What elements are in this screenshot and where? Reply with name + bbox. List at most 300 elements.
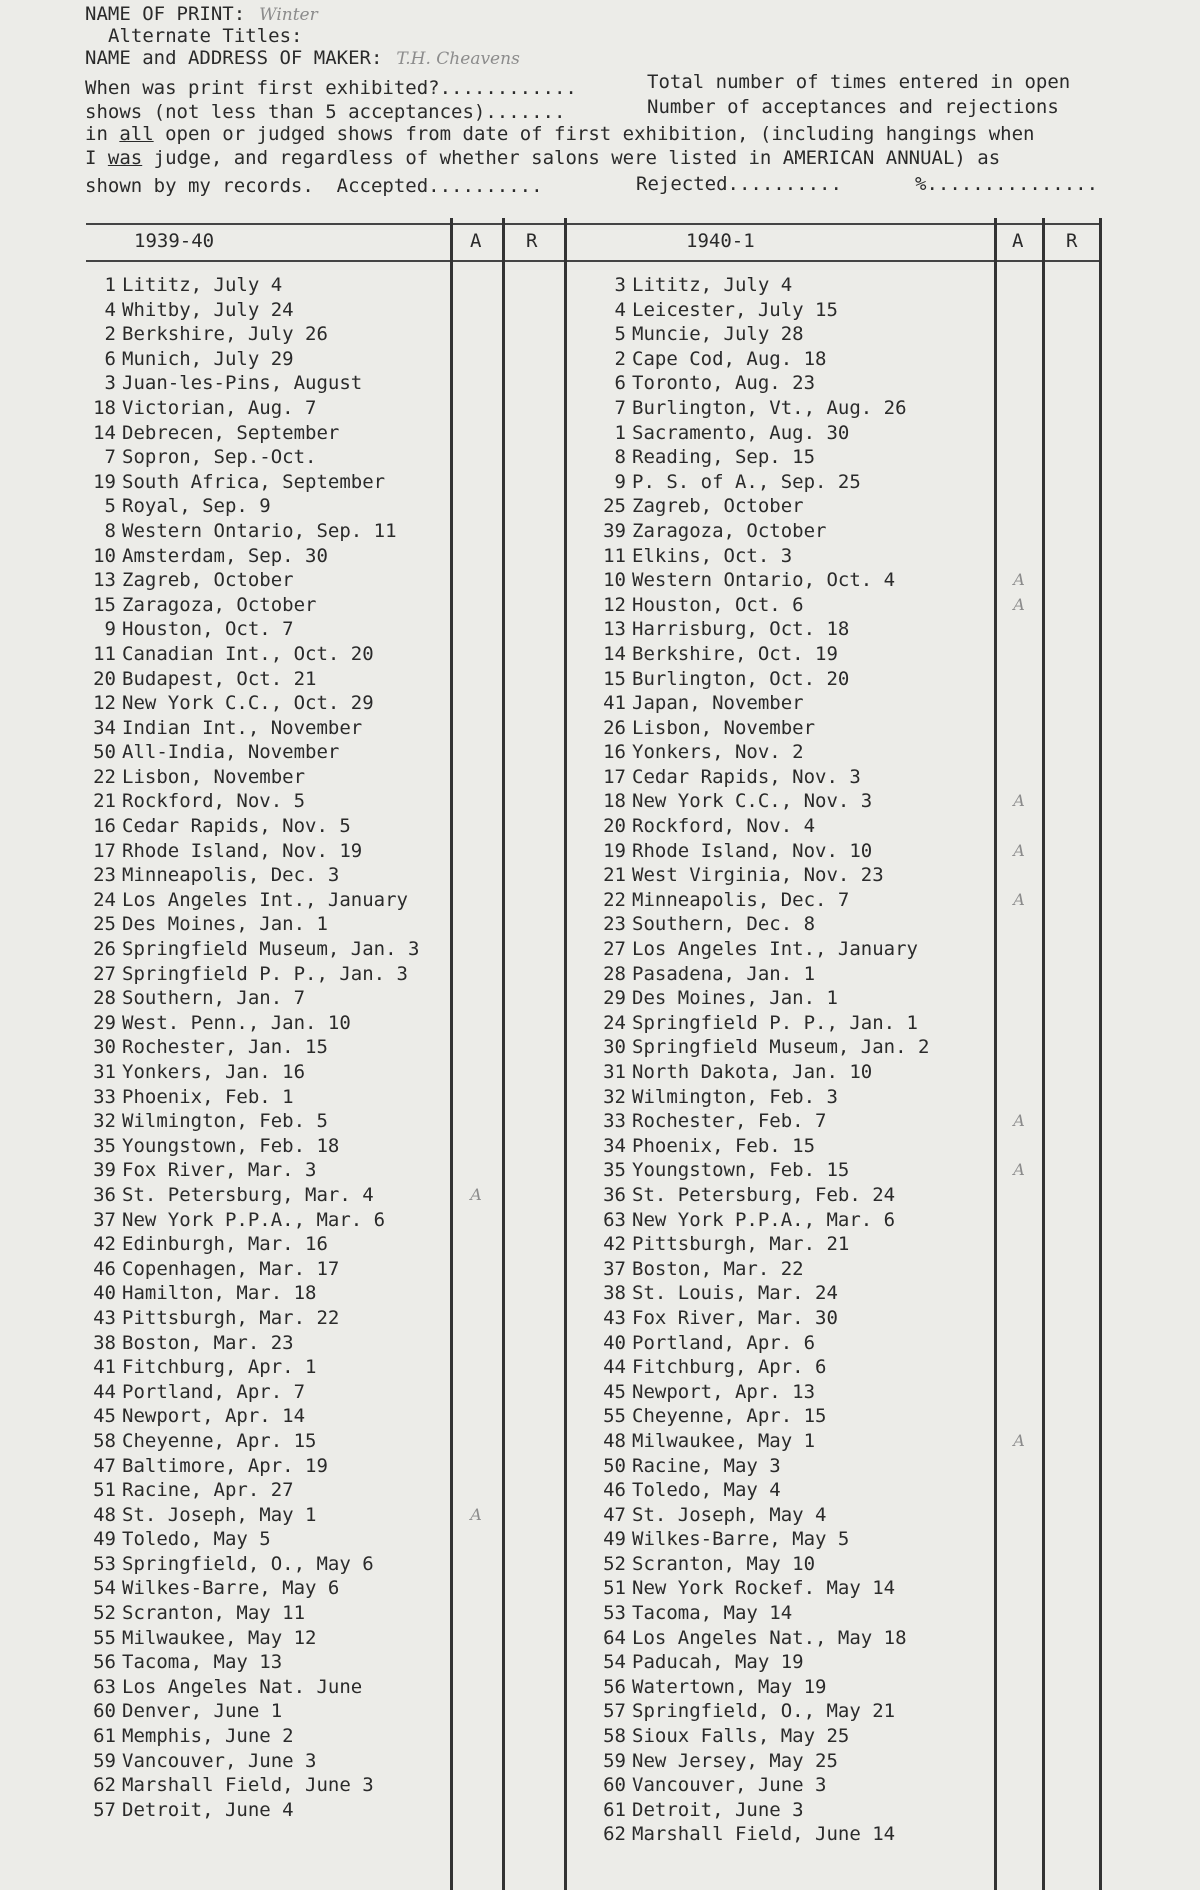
list-item	[596, 1011, 929, 1036]
entry-text: New York Rockef. May 14	[632, 1577, 896, 1600]
accept-mark	[461, 863, 491, 888]
entry-number: 13	[603, 618, 626, 641]
entry-text: Phoenix, Feb. 15	[632, 1134, 816, 1157]
header-r-left: R	[526, 230, 538, 252]
list-item	[86, 1724, 419, 1749]
list-item	[86, 568, 419, 593]
accept-mark	[461, 322, 491, 347]
accept-mark	[1004, 814, 1034, 839]
maker-label: NAME and ADDRESS OF MAKER:	[85, 47, 383, 69]
column-rule	[564, 218, 567, 1890]
entry-number: 51	[93, 1479, 116, 1502]
line-i-rest-text: judge, and regardless of whether salons were listed in AMERICAN ANNUAL) as	[142, 147, 1001, 169]
entry-text: Portland, Apr. 7	[122, 1380, 306, 1403]
entry-text: Hamilton, Mar. 18	[122, 1282, 317, 1305]
entry-text: Paducah, May 19	[632, 1651, 804, 1674]
entry-text: Houston, Oct. 7	[122, 618, 294, 641]
entry-text: Houston, Oct. 6	[632, 593, 804, 616]
accept-mark	[1004, 519, 1034, 544]
entry-number: 43	[603, 1306, 626, 1329]
list-item	[596, 642, 929, 667]
entry-text: Los Angeles Nat., May 18	[632, 1626, 907, 1649]
entry-text: Pittsburgh, Mar. 21	[632, 1233, 850, 1256]
list-item	[596, 839, 929, 864]
entry-number: 60	[603, 1774, 626, 1797]
entry-text: Southern, Dec. 8	[632, 913, 816, 936]
accept-mark: A	[1013, 889, 1025, 909]
accept-mark	[1004, 1257, 1034, 1282]
entry-text: Elkins, Oct. 3	[632, 544, 793, 567]
list-item	[596, 519, 929, 544]
entry-number: 12	[93, 692, 116, 715]
entry-number: 25	[93, 913, 116, 936]
list-item	[596, 1749, 929, 1774]
entry-text: Whitby, July 24	[122, 298, 294, 321]
entry-text: Springfield, O., May 21	[632, 1700, 896, 1723]
accept-mark	[461, 667, 491, 692]
entry-number: 16	[603, 741, 626, 764]
accept-mark	[1004, 1503, 1034, 1528]
entry-number: 44	[93, 1380, 116, 1403]
entry-text: Pasadena, Jan. 1	[632, 962, 816, 985]
entry-text: Amsterdam, Sep. 30	[122, 544, 328, 567]
list-item	[86, 1650, 419, 1675]
entry-text: Wilmington, Feb. 5	[122, 1110, 328, 1133]
entry-number: 57	[603, 1700, 626, 1723]
entry-number: 2	[614, 347, 626, 370]
accept-mark	[1004, 1626, 1034, 1651]
entry-text: Berkshire, Oct. 19	[632, 642, 838, 665]
entry-text: Rhode Island, Nov. 10	[632, 839, 873, 862]
entry-number: 1	[614, 421, 626, 444]
accept-mark	[1004, 1478, 1034, 1503]
list-item	[86, 986, 419, 1011]
accept-mark	[461, 1306, 491, 1331]
list-item	[596, 1208, 929, 1233]
entry-number: 56	[93, 1651, 116, 1674]
accept-mark	[1004, 1331, 1034, 1356]
entry-text: Edinburgh, Mar. 16	[122, 1233, 328, 1256]
entry-number: 46	[93, 1257, 116, 1280]
accept-mark: A	[1013, 570, 1025, 590]
entry-number: 3	[614, 274, 626, 296]
all-underlined: all	[119, 123, 154, 145]
list-item	[596, 1626, 929, 1651]
list-item	[596, 1380, 929, 1405]
accept-mark	[1004, 494, 1034, 519]
list-item	[86, 298, 419, 323]
entry-text: Los Angeles Nat. June	[122, 1675, 363, 1698]
entry-text: Wilmington, Feb. 3	[632, 1085, 838, 1108]
entry-number: 8	[614, 446, 626, 469]
entry-number: 52	[93, 1602, 116, 1625]
list-item	[596, 1576, 929, 1601]
accept-mark	[1004, 716, 1034, 741]
entry-text: Sioux Falls, May 25	[632, 1725, 850, 1748]
entry-number: 62	[93, 1774, 116, 1797]
entry-number: 30	[603, 1036, 626, 1059]
entry-number: 14	[93, 421, 116, 444]
accept-mark	[461, 1380, 491, 1405]
entry-number: 25	[603, 495, 626, 518]
list-item	[86, 396, 419, 421]
list-item	[86, 1257, 419, 1282]
accept-mark	[461, 445, 491, 470]
list-item	[596, 1773, 929, 1798]
header-r-right: R	[1066, 230, 1078, 252]
list-item	[86, 691, 419, 716]
list-item	[86, 1429, 419, 1454]
list-item	[596, 1699, 929, 1724]
entry-number: 23	[603, 913, 626, 936]
entry-text: Denver, June 1	[122, 1700, 283, 1723]
entry-text: New Jersey, May 25	[632, 1749, 838, 1772]
accept-mark	[1004, 1601, 1034, 1626]
entry-number: 26	[93, 938, 116, 961]
accept-mark	[1004, 347, 1034, 372]
entry-text: Rhode Island, Nov. 19	[122, 839, 363, 862]
accept-mark	[1004, 298, 1034, 323]
entry-text: Rockford, Nov. 4	[632, 815, 816, 838]
accept-mark	[1004, 765, 1034, 790]
entry-number: 37	[603, 1257, 626, 1280]
entry-number: 56	[603, 1675, 626, 1698]
open-shows-line	[85, 122, 1034, 146]
accept-mark	[1004, 1380, 1034, 1405]
entry-number: 33	[93, 1085, 116, 1108]
total-times-text: Total number of times entered in open	[647, 71, 1071, 93]
entry-text: Zaragoza, October	[122, 593, 317, 616]
percent-text: %...............	[915, 173, 1099, 195]
column-rule	[450, 218, 453, 1890]
accept-mark	[461, 1429, 491, 1454]
entry-number: 10	[603, 569, 626, 592]
header-a-left: A	[470, 230, 482, 252]
list-item	[86, 1355, 419, 1380]
accept-mark	[1004, 1355, 1034, 1380]
list-item	[86, 1306, 419, 1331]
entry-number: 54	[603, 1651, 626, 1674]
entry-text: Cheyenne, Apr. 15	[632, 1405, 827, 1428]
list-item	[596, 1478, 929, 1503]
records-line: shown by my records. Accepted..........	[85, 175, 543, 197]
accept-mark: A	[1013, 1111, 1025, 1131]
list-1940-1	[596, 273, 929, 1847]
entry-number: 50	[603, 1454, 626, 1477]
entry-number: 11	[93, 642, 116, 665]
header-1940-1: 1940-1	[686, 230, 755, 252]
accept-mark	[461, 1035, 491, 1060]
entry-number: 10	[93, 544, 116, 567]
entry-number: 16	[93, 815, 116, 838]
entry-text: Cedar Rapids, Nov. 3	[632, 765, 861, 788]
exhibition-table	[86, 218, 1102, 1890]
accept-mark	[1004, 1035, 1034, 1060]
entry-text: Portland, Apr. 6	[632, 1331, 816, 1354]
entry-number: 1	[104, 274, 116, 296]
entry-text: Lisbon, November	[632, 716, 816, 739]
list-item	[86, 445, 419, 470]
entry-number: 36	[603, 1183, 626, 1206]
list-item	[596, 1675, 929, 1700]
accept-mark	[461, 371, 491, 396]
entry-text: Toledo, May 4	[632, 1479, 781, 1502]
entry-text: Tacoma, May 13	[122, 1651, 283, 1674]
list-item	[596, 1503, 929, 1528]
entry-text: Milwaukee, May 1	[632, 1429, 816, 1452]
table-top-rule	[86, 223, 1102, 225]
entry-text: Marshall Field, June 14	[632, 1823, 896, 1846]
accept-mark	[461, 396, 491, 421]
entry-number: 46	[603, 1479, 626, 1502]
entry-text: Racine, Apr. 27	[122, 1479, 294, 1502]
entry-text: Wilkes-Barre, May 6	[122, 1577, 340, 1600]
entry-text: Racine, May 3	[632, 1454, 781, 1477]
entry-number: 3	[104, 372, 116, 395]
entry-number: 23	[93, 864, 116, 887]
entry-text: South Africa, September	[122, 470, 386, 493]
accept-mark	[461, 1060, 491, 1085]
entry-text: Toledo, May 5	[122, 1528, 271, 1551]
accept-mark	[1004, 642, 1034, 667]
print-name-label: NAME OF PRINT:	[85, 3, 246, 25]
entry-text: Yonkers, Nov. 2	[632, 741, 804, 764]
entry-number: 27	[603, 938, 626, 961]
accept-mark	[461, 912, 491, 937]
accept-mark	[461, 1281, 491, 1306]
alternate-titles-label: Alternate Titles:	[108, 25, 303, 47]
accept-mark	[461, 642, 491, 667]
entry-number: 13	[93, 569, 116, 592]
list-item	[86, 470, 419, 495]
entry-number: 14	[603, 642, 626, 665]
list-item	[596, 322, 929, 347]
list-item	[86, 667, 419, 692]
accept-mark	[461, 1109, 491, 1134]
accept-mark	[461, 1257, 491, 1282]
entry-number: 19	[93, 470, 116, 493]
list-item	[86, 888, 419, 913]
list-item	[596, 273, 929, 298]
column-rule	[994, 218, 997, 1890]
list-1939-40	[86, 273, 419, 1822]
accept-mark	[1004, 1134, 1034, 1159]
accept-mark	[1004, 667, 1034, 692]
entry-number: 41	[93, 1356, 116, 1379]
column-rule	[1099, 218, 1102, 1890]
list-item	[86, 1281, 419, 1306]
accept-mark	[461, 519, 491, 544]
accept-mark	[461, 765, 491, 790]
entry-text: Scranton, May 11	[122, 1602, 306, 1625]
entry-number: 54	[93, 1577, 116, 1600]
accept-mark	[461, 1158, 491, 1183]
list-item	[86, 1576, 419, 1601]
entry-number: 18	[603, 790, 626, 813]
entry-number: 63	[93, 1675, 116, 1698]
list-item	[86, 1626, 419, 1651]
entry-number: 4	[104, 298, 116, 321]
list-item	[596, 371, 929, 396]
list-item	[596, 1429, 929, 1454]
accept-mark	[461, 1650, 491, 1675]
list-item	[596, 962, 929, 987]
entry-number: 38	[93, 1331, 116, 1354]
accept-mark	[1004, 273, 1034, 298]
list-item	[596, 1404, 929, 1429]
list-item	[86, 962, 419, 987]
accept-mark	[461, 347, 491, 372]
list-item	[86, 617, 419, 642]
entry-text: Watertown, May 19	[632, 1675, 827, 1698]
line-in-text: in	[85, 123, 120, 145]
accept-mark	[461, 617, 491, 642]
list-item	[86, 839, 419, 864]
accept-mark	[461, 1798, 491, 1823]
entry-number: 49	[93, 1528, 116, 1551]
accept-mark	[461, 1552, 491, 1577]
list-item	[596, 1109, 929, 1134]
entry-text: St. Joseph, May 1	[122, 1503, 317, 1526]
entry-number: 31	[93, 1061, 116, 1083]
entry-number: 58	[603, 1725, 626, 1748]
accept-mark	[1004, 962, 1034, 987]
list-item	[596, 667, 929, 692]
accept-mark: A	[1013, 1430, 1025, 1450]
list-item	[86, 1035, 419, 1060]
entry-text: Los Angeles Int., January	[632, 938, 918, 961]
list-item	[86, 1109, 419, 1134]
entry-number: 6	[104, 347, 116, 370]
list-item	[86, 347, 419, 372]
entry-number: 53	[93, 1552, 116, 1575]
entry-number: 24	[603, 1011, 626, 1034]
entry-number: 27	[93, 962, 116, 985]
list-item	[596, 1035, 929, 1060]
entry-number: 32	[603, 1085, 626, 1108]
accept-mark	[461, 273, 491, 298]
print-name-value: Winter	[259, 5, 318, 25]
entry-number: 29	[93, 1011, 116, 1034]
entry-number: 7	[104, 446, 116, 469]
entry-text: Vancouver, June 3	[122, 1749, 317, 1772]
shows-line: shows (not less than 5 acceptances).......	[85, 101, 566, 123]
list-item	[596, 1355, 929, 1380]
list-item	[86, 1380, 419, 1405]
accept-mark	[1004, 1208, 1034, 1233]
list-item	[86, 1601, 419, 1626]
entry-number: 28	[93, 987, 116, 1010]
entry-number: 48	[93, 1503, 116, 1526]
accept-mark	[461, 298, 491, 323]
entry-number: 22	[603, 888, 626, 911]
entry-text: Des Moines, Jan. 1	[122, 913, 328, 936]
list-item	[596, 421, 929, 446]
list-item	[86, 1552, 419, 1577]
list-item	[86, 765, 419, 790]
entry-text: Youngstown, Feb. 18	[122, 1134, 340, 1157]
entry-text: Fitchburg, Apr. 6	[632, 1356, 827, 1379]
list-item	[86, 1208, 419, 1233]
entry-number: 28	[603, 962, 626, 985]
entry-text: Cheyenne, Apr. 15	[122, 1429, 317, 1452]
entry-number: 29	[603, 987, 626, 1010]
entry-text: Royal, Sep. 9	[122, 495, 271, 518]
entry-number: 9	[104, 618, 116, 641]
list-item	[86, 789, 419, 814]
list-item	[86, 1503, 419, 1528]
line-i-text: I	[85, 147, 108, 169]
entry-number: 6	[614, 372, 626, 395]
entry-text: Pittsburgh, Mar. 22	[122, 1306, 340, 1329]
entry-text: Harrisburg, Oct. 18	[632, 618, 850, 641]
entry-number: 42	[603, 1233, 626, 1256]
list-item	[596, 1527, 929, 1552]
entry-text: Victorian, Aug. 7	[122, 396, 317, 419]
list-item	[86, 1699, 419, 1724]
accept-mark	[461, 937, 491, 962]
accept-mark: A	[1013, 594, 1025, 614]
entry-text: Canadian Int., Oct. 20	[122, 642, 374, 665]
entry-number: 42	[93, 1233, 116, 1256]
entry-text: New York C.C., Oct. 29	[122, 692, 374, 715]
accept-mark	[1004, 1527, 1034, 1552]
entry-text: Springfield, O., May 6	[122, 1552, 374, 1575]
accept-mark	[461, 1724, 491, 1749]
list-item	[596, 1085, 929, 1110]
list-item	[596, 789, 929, 814]
entry-number: 30	[93, 1036, 116, 1059]
entry-number: 5	[104, 495, 116, 518]
list-item	[86, 1060, 419, 1085]
entry-text: Cape Cod, Aug. 18	[632, 347, 827, 370]
entry-text: New York P.P.A., Mar. 6	[632, 1208, 896, 1231]
accept-mark	[461, 1232, 491, 1257]
entry-text: Des Moines, Jan. 1	[632, 987, 838, 1010]
accept-mark	[461, 1699, 491, 1724]
entry-text: Burlington, Oct. 20	[632, 667, 850, 690]
first-exhibited-line: When was print first exhibited?............	[85, 77, 577, 99]
entry-text: Marshall Field, June 3	[122, 1774, 374, 1797]
accept-mark	[461, 568, 491, 593]
entry-number: 5	[614, 323, 626, 346]
entry-text: Western Ontario, Sep. 11	[122, 519, 397, 542]
line-in-rest-text: open or judged shows from date of first exhibition, (including hangings when	[153, 123, 1035, 145]
entry-text: All-India, November	[122, 741, 340, 764]
accept-mark	[461, 1601, 491, 1626]
list-item	[86, 273, 419, 298]
maker-value: T.H. Cheavens	[396, 49, 520, 69]
entry-number: 39	[93, 1159, 116, 1182]
entry-number: 36	[93, 1183, 116, 1206]
list-item	[86, 544, 419, 569]
entry-text: Minneapolis, Dec. 3	[122, 864, 340, 887]
entry-text: Sopron, Sep.-Oct.	[122, 446, 317, 469]
list-item	[596, 1822, 929, 1847]
list-item	[86, 716, 419, 741]
list-item	[86, 494, 419, 519]
list-item	[86, 1773, 419, 1798]
accept-mark	[1004, 986, 1034, 1011]
entry-text: Detroit, June 4	[122, 1798, 294, 1821]
accept-marks-1939-40	[461, 273, 491, 1822]
list-item	[86, 912, 419, 937]
list-item	[596, 494, 929, 519]
list-item	[86, 814, 419, 839]
entry-number: 9	[614, 470, 626, 493]
accept-mark	[1004, 1724, 1034, 1749]
entry-text: Yonkers, Jan. 16	[122, 1061, 306, 1083]
